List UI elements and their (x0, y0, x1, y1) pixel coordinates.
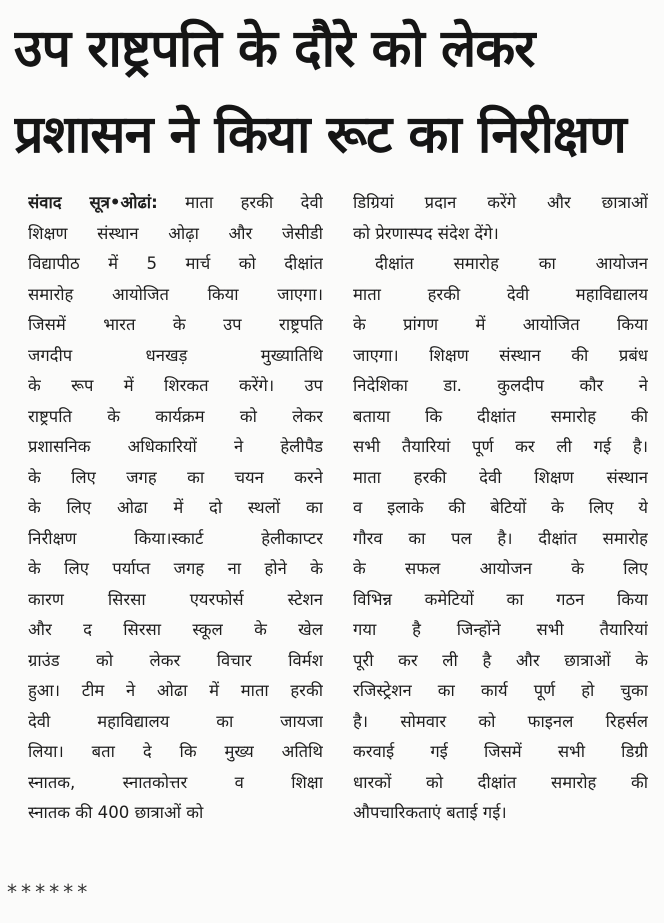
text-line: और द सिरसा स्कूल के खेल (28, 620, 323, 639)
text-line: के रूप में शिरकत करेंगे। उप (28, 376, 323, 395)
text-line: के लिए ओढा में दो स्थलों का (28, 498, 323, 517)
text-line: बताया कि दीक्षांत समारोह की (353, 406, 648, 426)
text-line: स्नातक की 400 छात्राओं को (28, 803, 204, 822)
text-line: निदेशिका डा. कुलदीप कौर ने (353, 376, 648, 395)
text-line: के सफल आयोजन के लिए (353, 559, 648, 578)
text-line: पूरी कर ली है और छात्राओं के (353, 650, 648, 670)
text-line: राष्ट्रपति के कार्यक्रम को लेकर (28, 406, 323, 426)
text-line: धारकों को दीक्षांत समारोह की (353, 772, 648, 792)
text-line: देवी महाविद्यालय का जायजा (28, 711, 323, 731)
text-line: स्नातक, स्नातकोत्तर व शिक्षा (28, 772, 323, 792)
text-line: जगदीप धनखड़ मुख्यातिथि (28, 345, 323, 365)
text-line: गौरव का पल है। दीक्षांत समारोह (353, 528, 648, 548)
text-line: ग्राउंड को लेकर विचार विर्मश (28, 650, 323, 670)
text-line: लिया। बता दे कि मुख्य अतिथि (28, 742, 323, 761)
text-line: विद्यापीठ में 5 मार्च को दीक्षांत (28, 254, 323, 273)
text-line-content: माता हरकी देवी (157, 193, 323, 212)
text-line: प्रशासनिक अधिकारियों ने हेलीपैड (28, 437, 323, 456)
text-line: कारण सिरसा एयरफोर्स स्टेशन (28, 589, 323, 609)
text-line: को प्रेरणास्पद संदेश देंगे। (353, 223, 499, 243)
text-line: जाएगा। शिक्षण संस्थान की प्रबंध (353, 345, 648, 365)
text-line: माता हरकी देवी महाविद्यालय (353, 284, 648, 304)
text-line: के प्रांगण में आयोजित किया (353, 315, 648, 334)
text-line: डिग्रियां प्रदान करेंगे और छात्राओं (353, 193, 648, 212)
text-line: गया है जिन्होंने सभी तैयारियां (353, 620, 648, 639)
article-body (28, 188, 648, 888)
text-line: समारोह आयोजित किया जाएगा। (28, 284, 323, 304)
dateline: संवाद सूत्र•ओढां: (28, 193, 158, 212)
text-line (28, 188, 323, 219)
headline-line-2: प्रशासन ने किया रूट का निरीक्षण (14, 105, 626, 165)
text-line: के लिए पर्याप्त जगह ना होने के (28, 559, 323, 578)
text-line: है। सोमवार को फाइनल रिहर्सल (353, 711, 648, 731)
text-line: माता हरकी देवी शिक्षण संस्थान (353, 467, 648, 487)
footer-separator: ****** (6, 880, 91, 904)
text-line: दीक्षांत समारोह का आयोजन (375, 254, 648, 273)
text-line: के लिए जगह का चयन करने (28, 467, 323, 487)
text-line: निरीक्षण किया।स्कार्ट हेलीकाप्टर (28, 528, 323, 548)
text-line: जिसमें भारत के उप राष्ट्रपति (28, 315, 323, 334)
text-line: व इलाके की बेटियों के लिए ये (353, 498, 648, 517)
headline-line-1: उप राष्ट्रपति के दौरे को लेकर (14, 19, 535, 79)
text-line: सभी तैयारियां पूर्ण कर ली गई है। (353, 437, 648, 456)
text-line: रजिस्ट्रेशन का कार्य पूर्ण हो चुका (353, 681, 648, 700)
text-line: शिक्षण संस्थान ओढ़ा और जेसीडी (28, 223, 323, 243)
article-column-1 (28, 188, 323, 888)
text-line: औपचारिकताएं बताई गई। (353, 803, 507, 822)
text-line: विभिन्न कमेटियों का गठन किया (353, 589, 648, 609)
text-line: हुआ। टीम ने ओढा में माता हरकी (28, 681, 323, 700)
headline (14, 6, 654, 178)
article-column-2 (353, 188, 648, 888)
text-line: करवाई गई जिसमें सभी डिग्री (353, 742, 648, 761)
